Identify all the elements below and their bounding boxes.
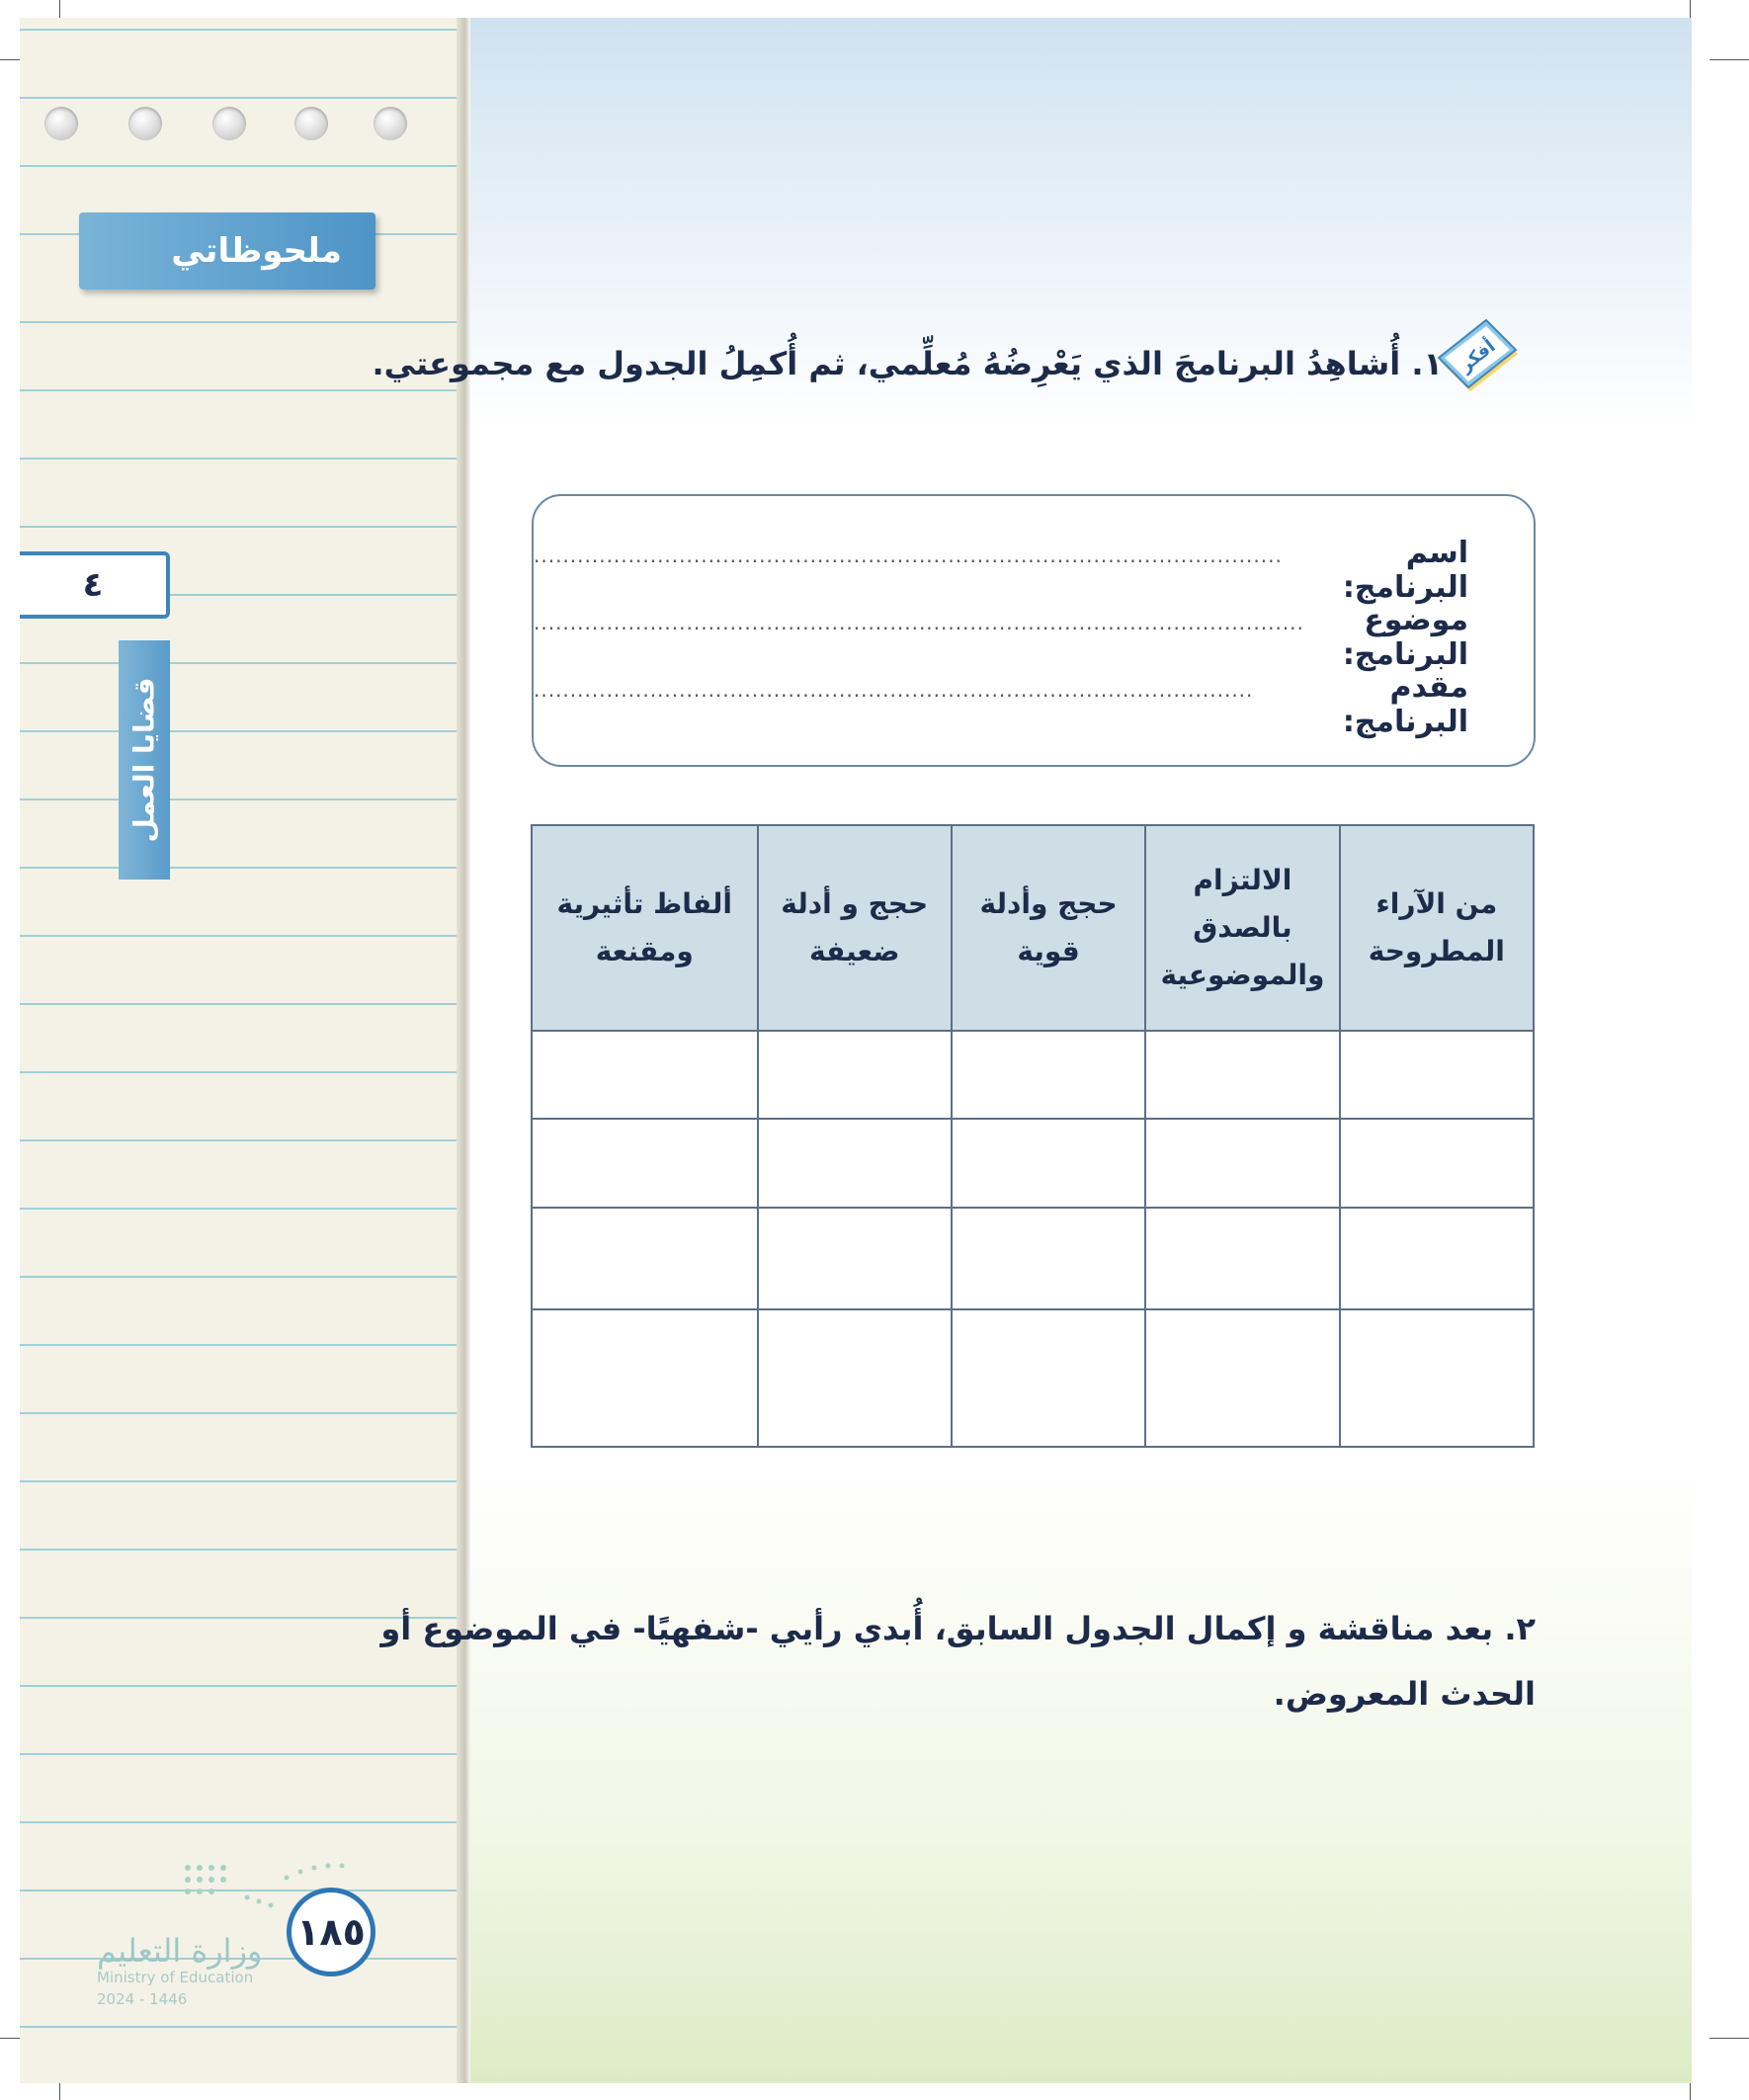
page-number: ١٨٥: [287, 1888, 375, 1976]
table-cell[interactable]: [532, 1208, 758, 1309]
group-activity-icon: [1433, 318, 1522, 393]
program-topic-label: موضوع البرنامج:: [1342, 603, 1468, 672]
crop-mark: [1709, 59, 1749, 60]
fill-in-line[interactable]: .......................................................................................................: [534, 544, 1283, 567]
question-1-text: ١. أُشاهِدُ البرنامجَ الذي يَعْرِضُهُ مُعلِّمي، ثم أُكمِلُ الجدول مع مجموعتي.: [372, 345, 1443, 382]
ring-hole-icon: [212, 107, 246, 140]
program-name-label: اسم البرنامج:: [1342, 536, 1468, 605]
table-cell[interactable]: [1340, 1208, 1534, 1309]
column-header: حجج وأدلة قوية: [952, 825, 1145, 1031]
table-cell[interactable]: [1145, 1208, 1339, 1309]
ring-hole-icon: [128, 107, 162, 140]
notes-sidebar: [20, 18, 464, 2083]
unit-title: قضايا العمل: [127, 677, 161, 843]
table-cell[interactable]: [1340, 1031, 1534, 1119]
ring-hole-icon: [294, 107, 328, 140]
table-header-row: [532, 825, 1534, 1031]
notebook-edge: [457, 18, 470, 2083]
table-cell[interactable]: [758, 1031, 952, 1119]
column-header: الالتزام بالصدق والموضوعية: [1145, 825, 1339, 1031]
column-header: حجج و أدلة ضعيفة: [758, 825, 952, 1031]
table-cell[interactable]: [952, 1309, 1145, 1447]
svg-text:أفكر: أفكر: [1456, 335, 1500, 377]
ring-hole-icon: [44, 107, 78, 140]
program-info-box: [532, 494, 1536, 767]
table-cell[interactable]: [1340, 1119, 1534, 1207]
notes-tab-label: ملحوظاتي: [171, 231, 342, 271]
table-cell[interactable]: [952, 1031, 1145, 1119]
fill-in-line[interactable]: ..........................................................................................................: [534, 611, 1304, 634]
analysis-table: [531, 824, 1535, 1448]
program-presenter-row[interactable]: [534, 670, 1468, 739]
notes-tab: [79, 212, 375, 290]
table-cell[interactable]: [952, 1208, 1145, 1309]
program-name-row[interactable]: [534, 536, 1468, 605]
program-presenter-label: مقدم البرنامج:: [1342, 670, 1468, 739]
table-cell[interactable]: [758, 1309, 952, 1447]
table-cell[interactable]: [532, 1119, 758, 1207]
table-row: [532, 1031, 1534, 1119]
table-cell[interactable]: [532, 1031, 758, 1119]
question-2-text: ٢. بعد مناقشة و إكمال الجدول السابق، أُبدي رأيي -شفهيًا- في الموضوع أو الحدث المعروض.: [380, 1610, 1536, 1713]
ministry-name-en: Ministry of Education: [97, 1969, 254, 1986]
ministry-name-ar: وزارة التعليم: [97, 1932, 263, 1970]
unit-number-box: [20, 551, 170, 619]
column-header: من الآراء المطروحة: [1340, 825, 1534, 1031]
ministry-year: 2024 - 1446: [97, 1990, 188, 2008]
table-row: [532, 1208, 1534, 1309]
fill-in-line[interactable]: ...................................................................................................: [534, 678, 1254, 702]
table-row: [532, 1119, 1534, 1207]
table-cell[interactable]: [758, 1208, 952, 1309]
program-topic-row[interactable]: [534, 603, 1468, 672]
crop-mark: [1709, 2038, 1749, 2039]
column-header: ألفاظ تأثيرية ومقنعة: [532, 825, 758, 1031]
table-cell[interactable]: [1145, 1309, 1339, 1447]
table-cell[interactable]: [1340, 1309, 1534, 1447]
table-cell[interactable]: [532, 1309, 758, 1447]
table-cell[interactable]: [1145, 1119, 1339, 1207]
unit-number: ٤: [82, 565, 104, 605]
table-cell[interactable]: [758, 1119, 952, 1207]
table-row: [532, 1309, 1534, 1447]
unit-title-ribbon: [119, 640, 170, 880]
table-cell[interactable]: [952, 1119, 1145, 1207]
ring-hole-icon: [374, 107, 407, 140]
table-cell[interactable]: [1145, 1031, 1339, 1119]
